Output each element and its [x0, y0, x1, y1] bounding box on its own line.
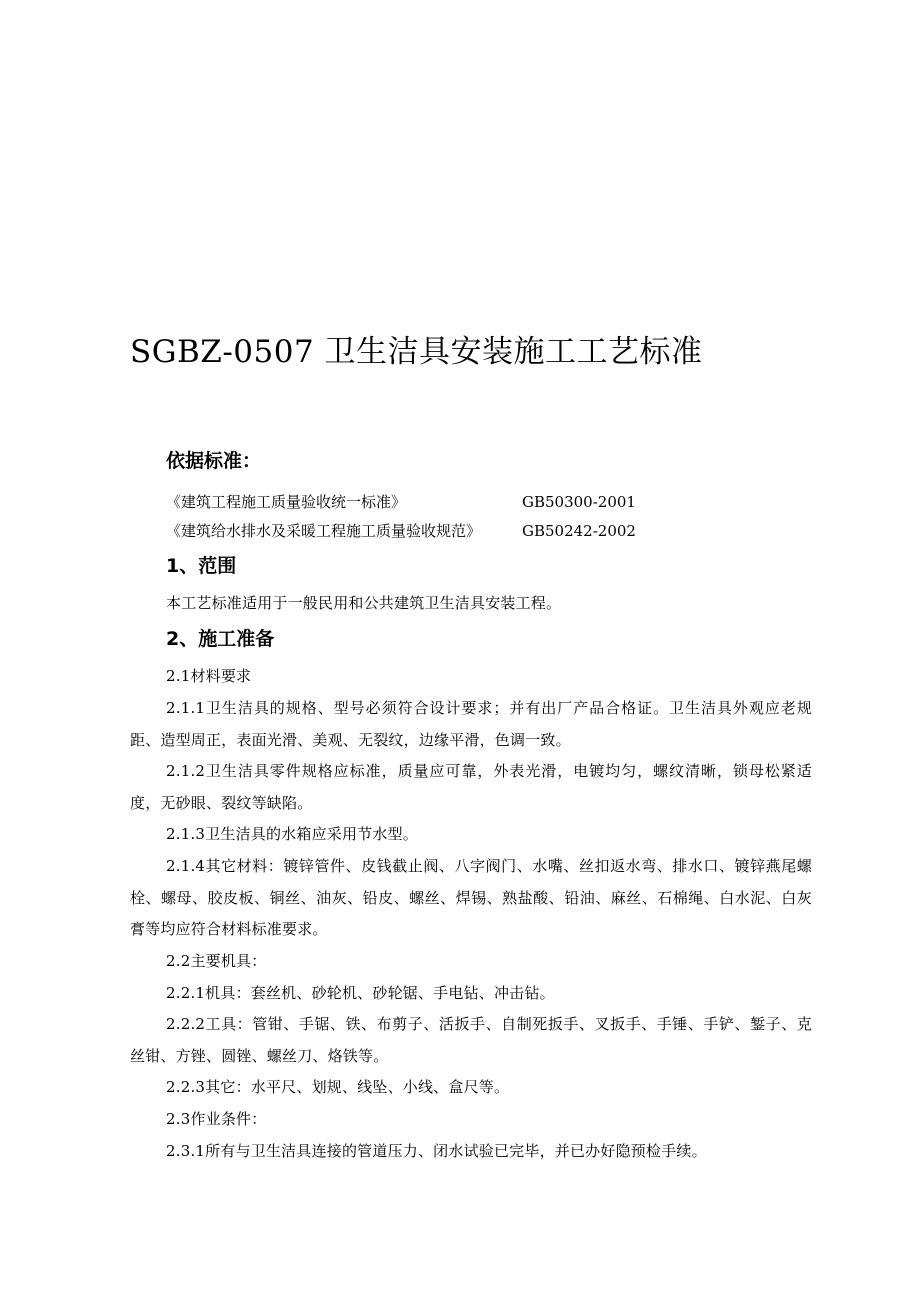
paragraph: 2.2.1机具：套丝机、砂轮机、砂轮锯、手电钻、冲击钻。 [166, 984, 555, 1002]
reference-name: 《建筑工程施工质量验收统一标准》 [166, 493, 407, 511]
document-title: SGBZ-0507 卫生洁具安装施工工艺标准 [130, 334, 703, 370]
section-1-heading: 1、范围 [166, 555, 237, 577]
paragraph: 2.2.2工具：管钳、手锯、铁、布剪子、活扳手、自制死扳手、叉扳手、手锤、手铲、錾子、克丝钳、方锉、圆锉、螺丝刀、烙铁等。 [130, 1015, 812, 1065]
paragraph: 2.3.1所有与卫生洁具连接的管道压力、闭水试验已完毕，并已办好隐预检手续。 [166, 1142, 707, 1160]
paragraph: 2.1材料要求 [166, 667, 252, 685]
basis-heading: 依据标准： [166, 450, 262, 472]
reference-code: GB50242-2002 [522, 522, 636, 540]
paragraph: 2.1.2卫生洁具零件规格应标准，质量应可靠，外表光滑，电镀均匀，螺纹清晰，锁母松紧适度，无砂眼、裂纹等缺陷。 [130, 762, 812, 812]
reference-name: 《建筑给水排水及采暖工程施工质量验收规范》 [166, 522, 482, 540]
paragraph: 2.3作业条件： [166, 1110, 267, 1128]
reference-row [166, 519, 826, 543]
paragraph: 2.1.4其它材料：镀锌管件、皮钱截止阀、八字阀门、水嘴、丝扣返水弯、排水口、镀锌燕尾螺栓、螺母、胶皮板、铜丝、油灰、铅皮、螺丝、焊锡、熟盐酸、铅油、麻丝、石棉绳、白水泥、白灰膏等均应符合材料标准要求。 [130, 857, 812, 938]
paragraph: 2.1.3卫生洁具的水箱应采用节水型。 [166, 825, 418, 843]
reference-row [166, 490, 826, 514]
paragraph: 2.2主要机具： [166, 952, 267, 970]
paragraph: 2.1.1卫生洁具的规格、型号必须符合设计要求；并有出厂产品合格证。卫生洁具外观应老规距、造型周正，表面光滑、美观、无裂纹，边缘平滑，色调一致。 [130, 699, 812, 749]
section-1-text: 本工艺标准适用于一般民用和公共建筑卫生洁具安装工程。 [166, 594, 562, 612]
section-2-heading: 2、施工准备 [166, 628, 275, 650]
reference-code: GB50300-2001 [522, 493, 636, 511]
paragraph: 2.2.3其它：水平尺、划规、线坠、小线、盒尺等。 [166, 1078, 510, 1096]
